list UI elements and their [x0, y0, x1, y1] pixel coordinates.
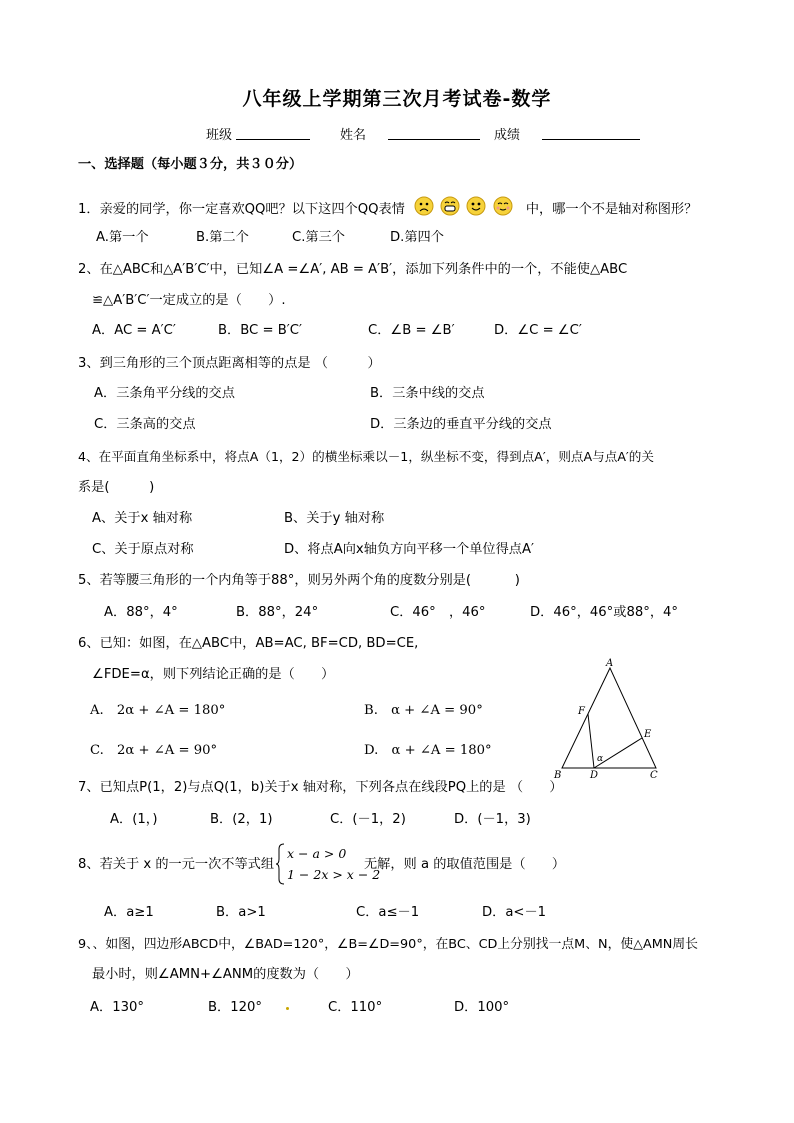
q5-option-b[interactable]: B．88°，24° [236, 605, 319, 620]
question-4-line1: 4、在平面直角坐标系中，将点A（1，2）的横坐标乘以－1，纵坐标不变，得到点A′，则点A与点A′的关 [78, 449, 654, 464]
question-8-stem-a: 8、若关于 x 的一元一次不等式组 [78, 857, 275, 872]
question-5-stem: 5、若等腰三角形的一个内角等于88°，则另外两个角的度数分别是( ) [78, 573, 520, 588]
label-e: E [644, 729, 652, 740]
label-b: B [554, 770, 562, 780]
page-title: 八年级上学期第三次月考试卷-数学 [242, 88, 552, 110]
q7-option-b[interactable]: B．(2，1) [210, 812, 273, 827]
question-4-line2: 系是( ) [78, 480, 155, 495]
q3-option-a[interactable]: A．三条角平分线的交点 [94, 386, 235, 401]
question-9-line1: 9、、如图，四边形ABCD中，∠BAD=120°，∠B=∠D=90°，在BC、CD上分别找一点M、N，使△AMN周长 [78, 937, 698, 952]
q2-option-d[interactable]: D．∠C = ∠C′ [494, 323, 582, 338]
q9-option-b[interactable]: B．120° [208, 1000, 262, 1015]
q4-option-b[interactable]: B、关于y 轴对称 [284, 511, 385, 526]
label-a: A [606, 658, 614, 669]
q8-option-d[interactable]: D．a<－1 [482, 905, 547, 920]
question-3-stem: 3、到三角形的三个顶点距离相等的点是 （ ） [78, 356, 381, 371]
question-8-stem-b: 无解，则 a 的取值范围是（ ） [364, 857, 566, 872]
question-2-line2: ≌△A′B′C′一定成立的是（ ）. [92, 293, 286, 308]
q6-option-d[interactable]: D. α + ∠A = 180° [364, 743, 492, 758]
question-6-line1: 6、已知：如图，在△ABC中，AB=AC, BF=CD, BD=CE, [78, 636, 419, 651]
q7-option-c[interactable]: C．(－1，2) [330, 812, 406, 827]
triangle-figure [548, 654, 670, 780]
q1-option-b[interactable]: B.第二个 [196, 230, 249, 245]
q3-option-c[interactable]: C．三条高的交点 [94, 417, 196, 432]
q2-option-c[interactable]: C．∠B = ∠B′ [368, 323, 455, 338]
q3-option-d[interactable]: D．三条边的垂直平分线的交点 [370, 417, 552, 432]
q9-option-a[interactable]: A．130° [90, 1000, 144, 1015]
q8-option-b[interactable]: B．a>1 [216, 905, 266, 920]
q6-option-c[interactable]: C. 2α + ∠A = 90° [90, 743, 218, 758]
grin-face-icon [440, 196, 460, 216]
section-heading: 一、选择题（每小题３分，共３０分） [78, 157, 303, 172]
q5-option-a[interactable]: A．88°，4° [104, 605, 178, 620]
q9-option-c[interactable]: C．110° [328, 1000, 383, 1015]
q3-option-b[interactable]: B．三条中线的交点 [370, 386, 485, 401]
q4-option-d[interactable]: D、将点A向x轴负方向平移一个单位得点A′ [284, 542, 534, 557]
q1-option-c[interactable]: C.第三个 [292, 230, 345, 245]
segment-fd [588, 714, 594, 768]
q8-option-a[interactable]: A．a≥1 [104, 905, 154, 920]
q1-option-a[interactable]: A.第一个 [96, 230, 149, 245]
smile-face-icon [466, 196, 486, 216]
q7-option-a[interactable]: A．(1，) [110, 812, 158, 827]
score-label: 成绩 [494, 128, 521, 143]
q8-option-c[interactable]: C．a≤－1 [356, 905, 420, 920]
system-brace [276, 843, 286, 885]
q2-option-b[interactable]: B．BC = B′C′ [218, 323, 302, 338]
q2-option-a[interactable]: A．AC = A′C′ [92, 323, 176, 338]
label-d: D [590, 770, 599, 780]
question-1-stem [78, 199, 697, 219]
qq-emoji-group [413, 196, 514, 216]
q7-option-d[interactable]: D．(－1，3) [454, 812, 531, 827]
question-7-stem: 7、已知点P(1，2)与点Q(1，b)关于x 轴对称，下列各点在线段PQ上的是 （ ） [78, 780, 563, 795]
q1-option-d[interactable]: D.第四个 [390, 230, 444, 245]
q4-option-a[interactable]: A、关于x 轴对称 [92, 511, 193, 526]
q4-option-c[interactable]: C、关于原点对称 [92, 542, 194, 557]
q5-option-c[interactable]: C．46° ，46° [390, 605, 486, 620]
question-2-line1: 2、在△ABC和△A′B′C′中，已知∠A =∠A′, AB = A′B′，添加下列条件中的一个，不能使△ABC [78, 262, 628, 277]
label-alpha: α [597, 754, 604, 764]
q1-stem-a: 1．亲爱的同学，你一定喜欢QQ吧？以下这四个QQ表情 [78, 202, 405, 217]
q8-inequality-2: 1 − 2x > x − 2 [287, 867, 381, 882]
question-9-line2: 最小时，则∠AMN+∠ANM的度数为（ ） [92, 967, 359, 982]
label-c: C [650, 770, 658, 780]
question-6-line2: ∠FDE=α，则下列结论正确的是（ ） [92, 667, 335, 682]
q8-inequality-1: x − a > 0 [287, 846, 347, 861]
label-f: F [578, 706, 585, 717]
q6-option-a[interactable]: A. 2α + ∠A = 180° [90, 703, 226, 718]
q1-stem-b: 中，哪一个不是轴对称图形？ [525, 202, 698, 217]
q6-option-b[interactable]: B. α + ∠A = 90° [364, 703, 483, 718]
shy-face-icon [493, 196, 513, 216]
class-label: 班级 [206, 128, 233, 143]
stray-dot [286, 1007, 289, 1010]
q9-option-d[interactable]: D．100° [454, 1000, 510, 1015]
q5-option-d[interactable]: D．46°，46°或88°，4° [530, 605, 679, 620]
name-label: 姓名 [340, 128, 367, 143]
sad-face-icon [414, 196, 434, 216]
